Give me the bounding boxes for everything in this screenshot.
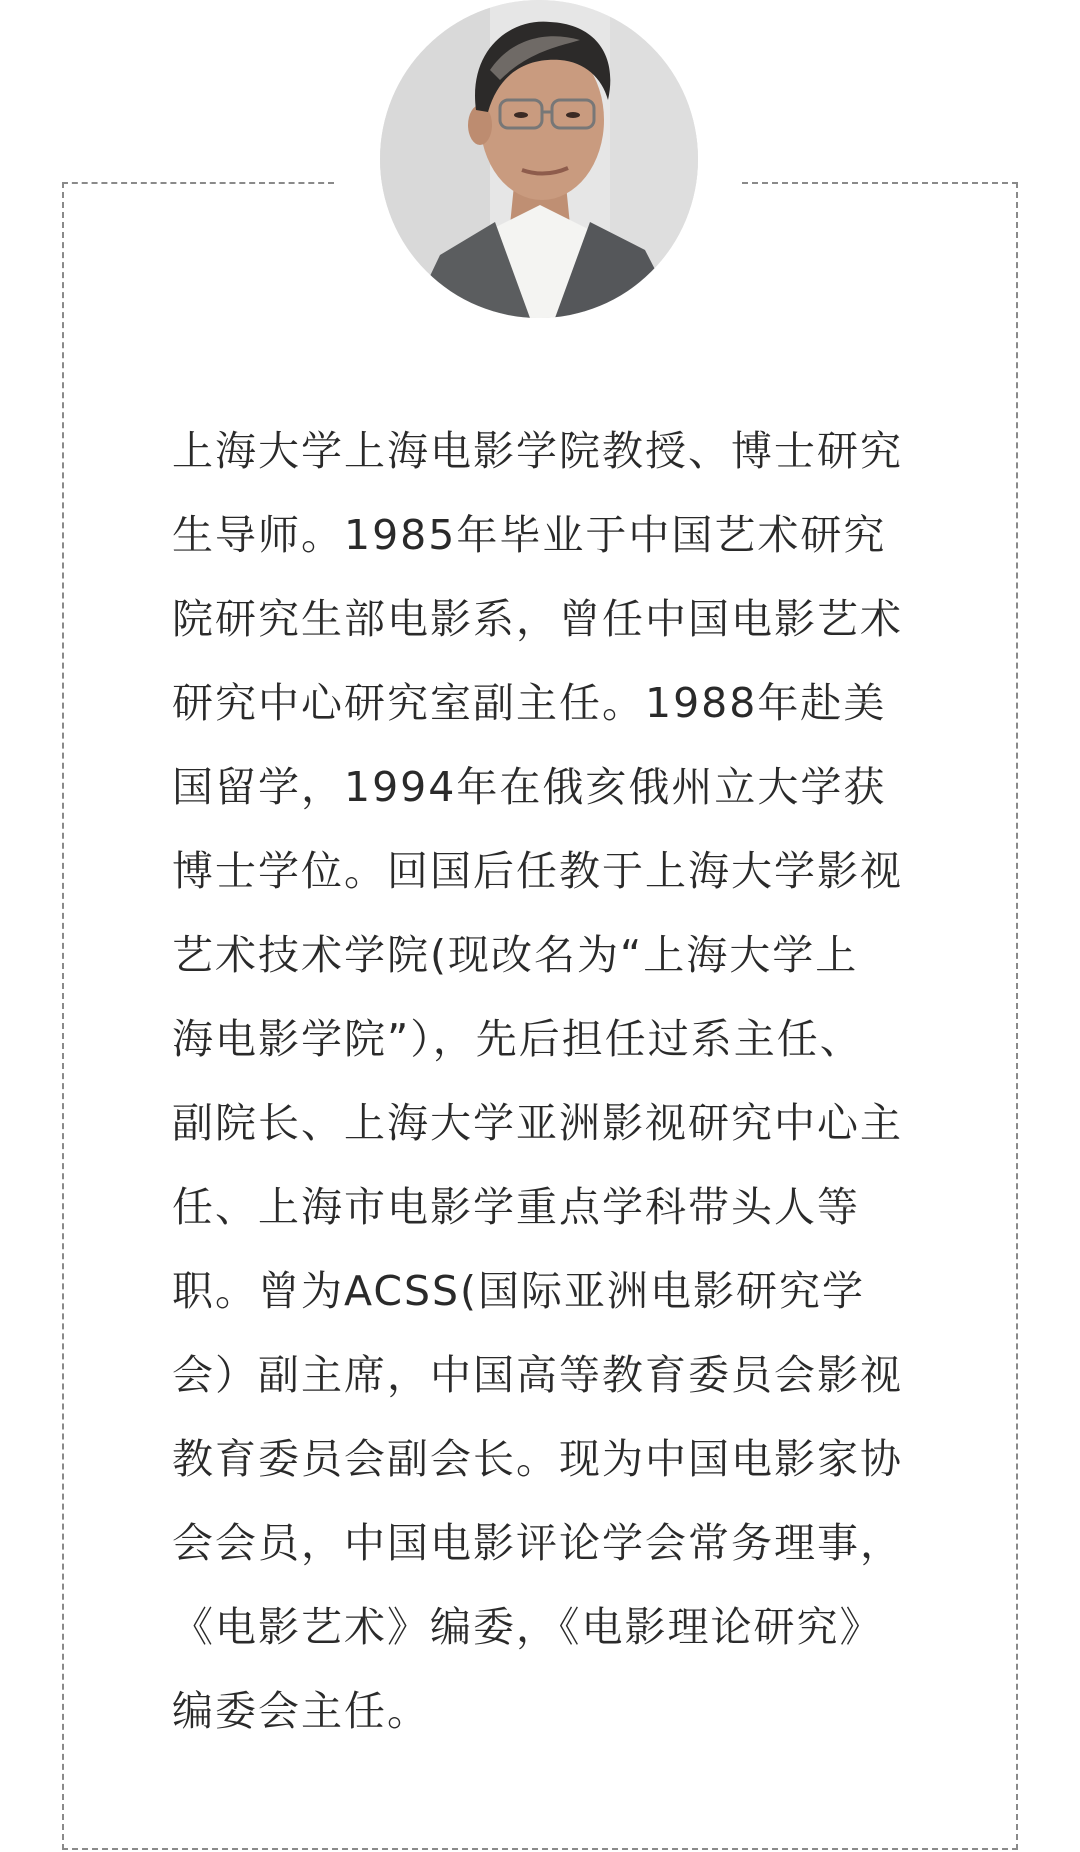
bio-line: 院研究生部电影系，曾任中国电影艺术 bbox=[172, 595, 903, 643]
bio-line: 研究中心研究室副主任。1988年赴美 bbox=[172, 679, 887, 727]
portrait-photo bbox=[380, 0, 698, 318]
bio-text bbox=[172, 409, 912, 1753]
frame-border-bottom bbox=[62, 1848, 1018, 1850]
frame-border-right bbox=[1016, 182, 1018, 1850]
bio-line: 上海大学上海电影学院教授、博士研究 bbox=[172, 427, 903, 475]
bio-line: 艺术技术学院(现改名为“上海大学上 bbox=[172, 931, 859, 979]
bio-line: 编委会主任。 bbox=[172, 1687, 430, 1735]
bio-line: 教育委员会副会长。现为中国电影家协 bbox=[172, 1435, 903, 1483]
bio-line: 《电影艺术》编委，《电影理论研究》 bbox=[172, 1603, 883, 1651]
frame-border-top-right bbox=[742, 182, 1018, 184]
bio-line: 生导师。1985年毕业于中国艺术研究 bbox=[172, 511, 887, 559]
portrait-illustration bbox=[380, 0, 698, 318]
bio-line: 会）副主席，中国高等教育委员会影视 bbox=[172, 1351, 903, 1399]
bio-line: 会会员，中国电影评论学会常务理事， bbox=[172, 1519, 903, 1567]
frame-border-left bbox=[62, 182, 64, 1850]
bio-line: 副院长、上海大学亚洲影视研究中心主 bbox=[172, 1099, 903, 1147]
bio-line: 博士学位。回国后任教于上海大学影视 bbox=[172, 847, 903, 895]
bio-line: 职。曾为ACSS(国际亚洲电影研究学 bbox=[172, 1267, 865, 1315]
bio-line: 国留学，1994年在俄亥俄州立大学获 bbox=[172, 763, 887, 811]
bio-line: 任、上海市电影学重点学科带头人等 bbox=[172, 1183, 860, 1231]
bio-line: 海电影学院”），先后担任过系主任、 bbox=[172, 1015, 863, 1063]
frame-border-top-left bbox=[62, 182, 334, 184]
